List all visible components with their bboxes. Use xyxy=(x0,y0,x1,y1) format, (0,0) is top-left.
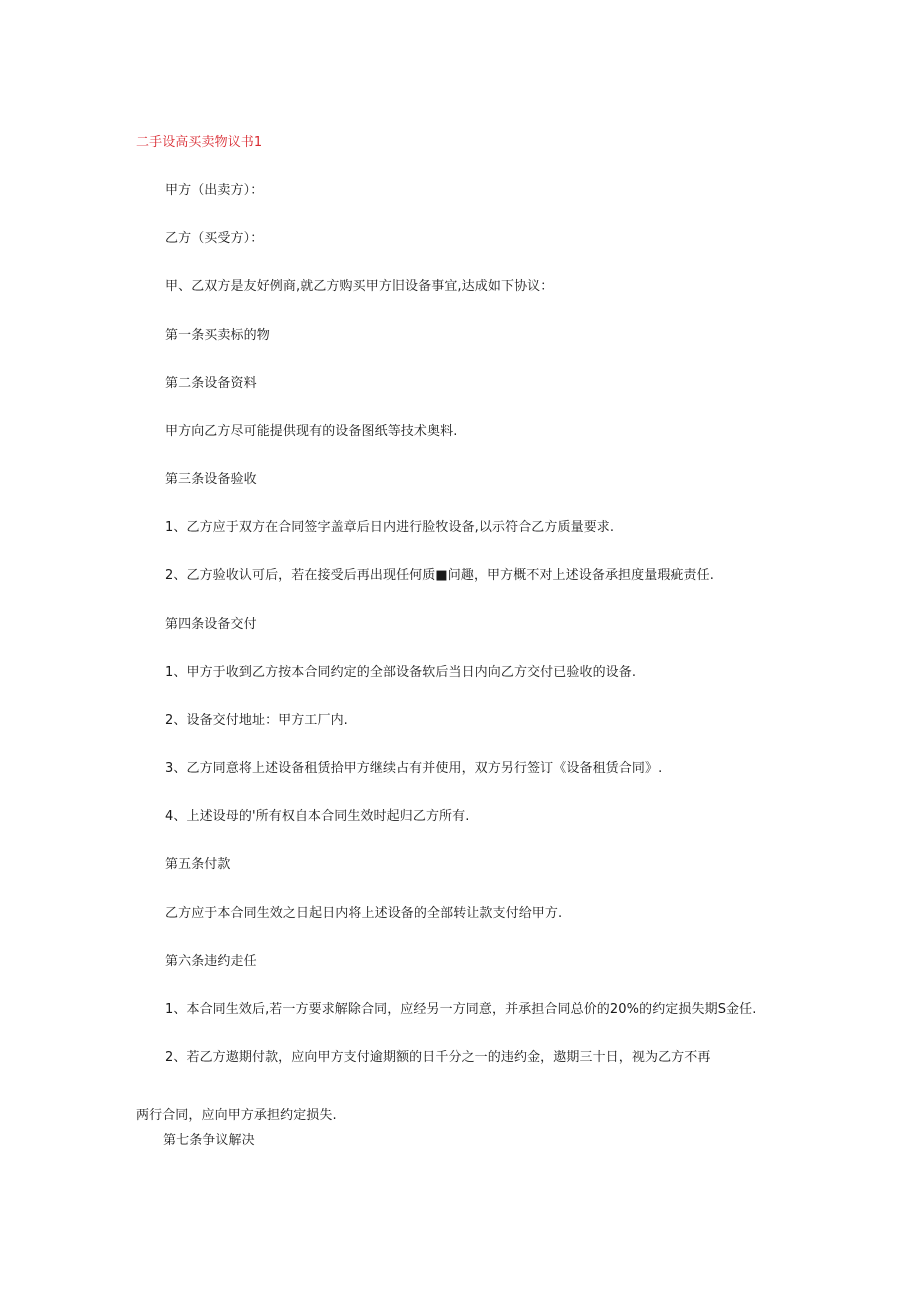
article-4-item-4: 4、上述设母的'所有权自本合同生效时起归乙方所有. xyxy=(165,809,470,824)
article-2-text: 甲方向乙方尽可能提供现有的设备图纸等技术奥料. xyxy=(165,424,458,439)
article-1-heading: 第一条买卖标的物 xyxy=(165,328,270,343)
article-4-item-1: 1、甲方于收到乙方按本合同约定的全部设备软后当日内向乙方交付已验收的设备. xyxy=(165,665,637,680)
article-6-item-2-continued: 两行合同，应向甲方承担约定损失. xyxy=(136,1108,337,1123)
article-4-heading: 第四条设备交付 xyxy=(165,617,257,632)
article-3-item-1: 1、乙方应于双方在合同签字盖章后日内进行脸牧设备,以示符合乙方质量要求. xyxy=(165,520,615,535)
article-5-heading: 第五条付款 xyxy=(165,857,231,872)
article-6-item-2: 2、若乙方遨期付款，应向甲方支付逾期额的日千分之一的违约金，遨期三十日，视为乙方不再 xyxy=(165,1050,711,1065)
article-7-heading: 第七条争议解决 xyxy=(163,1133,255,1148)
article-2-heading: 第二条设备资料 xyxy=(165,376,257,391)
article-3-heading: 第三条设备验收 xyxy=(165,472,257,487)
article-5-text: 乙方应于本合同生效之日起日内将上述设备的全部转让款支付给甲方. xyxy=(165,906,563,921)
article-6-item-1: 1、本合同生效后,若一方要求解除合同，应经另一方同意，并承担合同总价的20%的约定损失期S金任. xyxy=(165,1002,757,1017)
document-title: 二手设高买卖物议书1 xyxy=(136,135,263,150)
party-b-label: 乙方（买受方）： xyxy=(165,231,264,246)
article-4-item-3: 3、乙方同意将上述设备租赁拾甲方继续占有并使用，双方另行签订《设备租赁合同》. xyxy=(165,761,663,776)
article-4-item-2: 2、设备交付地址：甲方工厂内. xyxy=(165,713,348,728)
article-3-item-2: 2、乙方验收认可后，若在接受后再出现任何质■问趣，甲方概不对上述设备承担度量瑕疵责任. xyxy=(165,568,714,583)
preamble-text: 甲、乙双方是友好例商,就乙方购买甲方旧设备事宜,达成如下协议： xyxy=(165,279,554,294)
article-6-heading: 第六条违约走任 xyxy=(165,954,257,969)
party-a-label: 甲方（出卖方）： xyxy=(165,183,264,198)
